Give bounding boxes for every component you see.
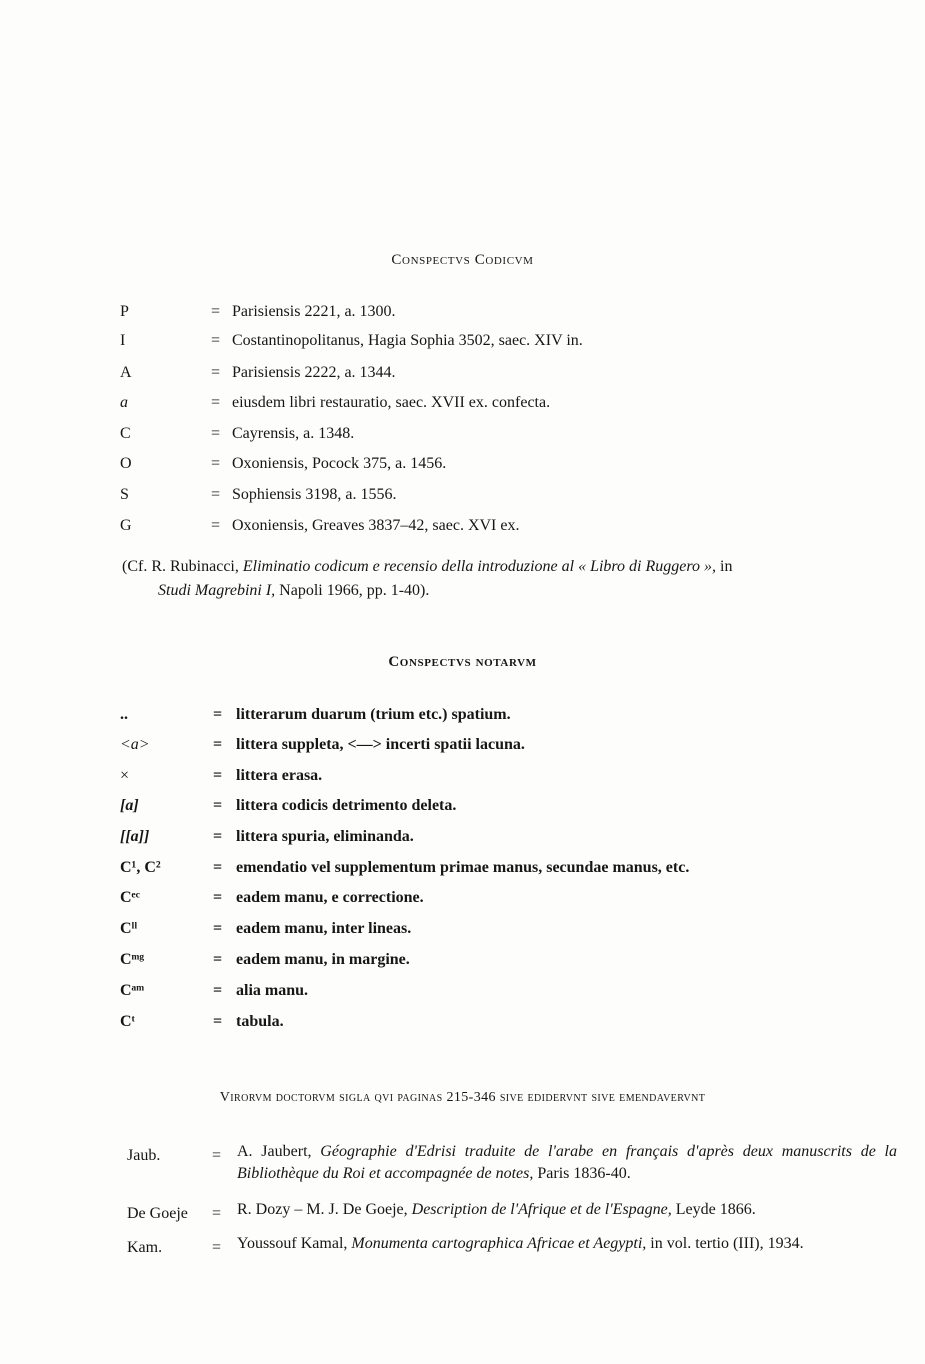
scholar-title: Monumenta cartographica Africae et Aegypti, xyxy=(351,1235,647,1252)
codex-description: Parisiensis 2222, a. 1344. xyxy=(232,364,396,381)
codex-row xyxy=(0,391,925,415)
codex-siglum: C xyxy=(120,425,131,442)
nota-description: eadem manu, e correctione. xyxy=(236,889,424,906)
equals-sign: = xyxy=(213,797,223,814)
nota-siglum: .. xyxy=(120,706,128,723)
equals-sign: = xyxy=(211,303,221,320)
codex-row xyxy=(0,483,925,507)
scholar-title: Géographie d'Edrisi traduite de l'arabe en français d'après deux manuscrits de la Bibliothèque du Roi et accompagnée de notes, xyxy=(237,1143,898,1182)
nota-siglum: [[a]] xyxy=(120,828,150,845)
equals-sign: = xyxy=(213,706,223,723)
equals-sign: = xyxy=(213,828,223,845)
codices-heading: Conspectvs Codicvm xyxy=(391,252,534,268)
nota-description: littera spuria, eliminanda. xyxy=(236,828,414,845)
reference-note xyxy=(122,555,894,603)
notae-heading: Conspectvs notarvm xyxy=(388,654,537,670)
codex-description: Costantinopolitanus, Hagia Sophia 3502, saec. XIV in. xyxy=(232,332,583,349)
scholar-siglum: Kam. xyxy=(127,1239,163,1256)
viri-heading: Virorvm doctorvm sigla qvi paginas 215-346 sive edidervnt sive emendavervnt xyxy=(219,1090,706,1105)
nota-row xyxy=(0,979,925,1003)
equals-sign: = xyxy=(212,1205,222,1222)
scholar-siglum: De Goeje xyxy=(127,1205,188,1222)
codex-row xyxy=(0,361,925,385)
nota-description: littera codicis detrimento deleta. xyxy=(236,797,457,814)
codex-description: Cayrensis, a. 1348. xyxy=(232,425,355,442)
equals-sign: = xyxy=(212,1147,222,1164)
codex-siglum: P xyxy=(120,303,129,320)
codex-description: Oxoniensis, Greaves 3837–42, saec. XVI ex. xyxy=(232,517,520,534)
nota-description: littera suppleta, <—> incerti spatii lacuna. xyxy=(236,736,525,753)
scholar-author: A. Jaubert, xyxy=(237,1143,312,1160)
nota-siglum: <a> xyxy=(120,736,150,753)
nota-description: eadem manu, inter lineas. xyxy=(236,920,412,937)
equals-sign: = xyxy=(212,1239,222,1256)
codex-row xyxy=(0,514,925,538)
nota-description: emendatio vel supplementum primae manus, secundae manus, etc. xyxy=(236,859,690,876)
codex-description: Oxoniensis, Pocock 375, a. 1456. xyxy=(232,455,447,472)
nota-description: tabula. xyxy=(236,1013,284,1030)
equals-sign: = xyxy=(213,859,223,876)
equals-sign: = xyxy=(213,1013,223,1030)
nota-description: eadem manu, in margine. xyxy=(236,951,410,968)
nota-siglum: Cᵐᵍ xyxy=(120,951,145,968)
scholar-title: Description de l'Afrique et de l'Espagne, xyxy=(411,1201,672,1218)
nota-siglum: Cˡˡ xyxy=(120,920,138,937)
nota-row xyxy=(0,917,925,941)
equals-sign: = xyxy=(211,332,221,349)
equals-sign: = xyxy=(211,486,221,503)
nota-description: littera erasa. xyxy=(236,767,323,784)
nota-row xyxy=(0,1010,925,1034)
note-in: in xyxy=(720,558,733,575)
nota-row xyxy=(0,948,925,972)
nota-row xyxy=(0,703,925,727)
nota-description: litterarum duarum (trium etc.) spatium. xyxy=(236,706,511,723)
codex-description: eiusdem libri restauratio, saec. XVII ex. confecta. xyxy=(232,394,551,411)
codex-row xyxy=(0,300,925,324)
equals-sign: = xyxy=(213,951,223,968)
nota-row xyxy=(0,764,925,788)
nota-siglum: Cᵉᶜ xyxy=(120,889,140,906)
codex-row xyxy=(0,422,925,446)
scholar-reference xyxy=(237,1141,897,1185)
scholar-siglum: Jaub. xyxy=(127,1147,161,1164)
codex-row xyxy=(0,452,925,476)
codex-row xyxy=(0,329,925,353)
nota-row xyxy=(0,733,925,757)
equals-sign: = xyxy=(211,364,221,381)
note-rest: Napoli 1966, pp. 1-40). xyxy=(279,582,430,599)
note-quote: « Libro di Ruggero », xyxy=(578,558,717,575)
nota-siglum: Cᵃᵐ xyxy=(120,982,145,999)
note-title: Eliminatio codicum e recensio della introduzione al xyxy=(242,558,575,575)
equals-sign: = xyxy=(211,517,221,534)
nota-siglum: Cᵗ xyxy=(120,1013,135,1030)
codex-description: Parisiensis 2221, a. 1300. xyxy=(232,303,396,320)
codex-siglum: a xyxy=(120,394,128,411)
nota-description: alia manu. xyxy=(236,982,309,999)
equals-sign: = xyxy=(213,920,223,937)
note-series: Studi Magrebini I, xyxy=(158,582,276,599)
equals-sign: = xyxy=(213,767,223,784)
note-open: (Cf. R. Rubinacci, xyxy=(122,558,239,575)
nota-row xyxy=(0,825,925,849)
nota-siglum: [a] xyxy=(120,797,139,814)
equals-sign: = xyxy=(211,394,221,411)
nota-row xyxy=(0,856,925,880)
scholar-author: Youssouf Kamal, xyxy=(237,1235,348,1252)
codex-siglum: A xyxy=(120,364,132,381)
codex-siglum: S xyxy=(120,486,129,503)
scholar-reference xyxy=(237,1233,897,1255)
scholar-rest: in vol. tertio (III), 1934. xyxy=(650,1235,804,1252)
codex-siglum: O xyxy=(120,455,132,472)
nota-row xyxy=(0,794,925,818)
nota-siglum: × xyxy=(120,767,130,784)
scholar-rest: Leyde 1866. xyxy=(675,1201,756,1218)
codex-siglum: G xyxy=(120,517,132,534)
codex-siglum: I xyxy=(120,332,126,349)
equals-sign: = xyxy=(211,425,221,442)
equals-sign: = xyxy=(213,889,223,906)
codex-description: Sophiensis 3198, a. 1556. xyxy=(232,486,397,503)
scholar-rest: Paris 1836-40. xyxy=(537,1165,631,1182)
scholar-reference xyxy=(237,1199,897,1221)
nota-siglum: C¹, C² xyxy=(120,859,161,876)
scholar-author: R. Dozy – M. J. De Goeje, xyxy=(237,1201,408,1218)
nota-row xyxy=(0,886,925,910)
equals-sign: = xyxy=(213,982,223,999)
equals-sign: = xyxy=(213,736,223,753)
equals-sign: = xyxy=(211,455,221,472)
